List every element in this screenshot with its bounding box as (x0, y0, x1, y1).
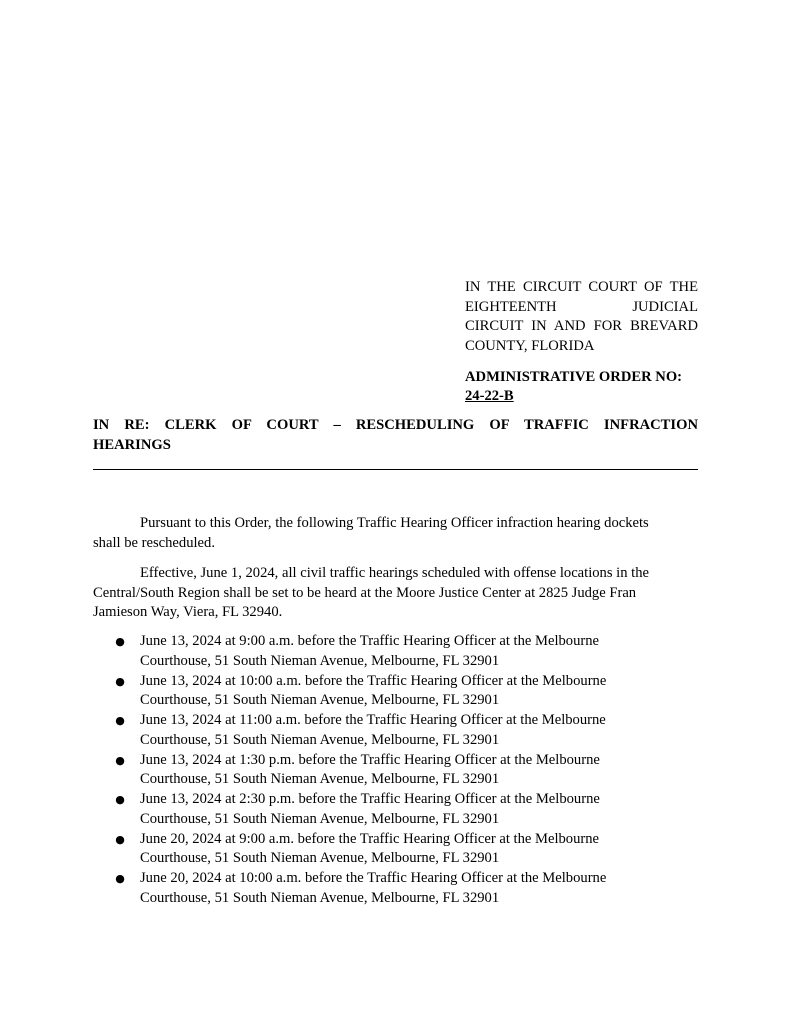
bullet-icon: ● (115, 635, 125, 648)
list-item (93, 711, 698, 751)
hearing-list (93, 632, 698, 909)
bullet-icon: ● (115, 872, 125, 885)
court-caption-line: IN THE CIRCUIT COURT OF THE (465, 279, 698, 295)
body-paragraph-pursuant (93, 514, 698, 553)
list-item (93, 672, 698, 712)
hearing-date-line: June 13, 2024 at 10:00 a.m. before the Traffic Hearing Officer at the Melbourne (140, 672, 607, 689)
paragraph-text: Effective, June 1, 2024, all civil traffic hearings scheduled with offense locations in the (140, 565, 650, 581)
hearing-date-line: June 20, 2024 at 9:00 a.m. before the Traffic Hearing Officer at the Melbourne (140, 830, 600, 847)
in-re-heading (93, 416, 698, 455)
list-item (93, 869, 698, 909)
list-item (93, 790, 698, 830)
paragraph-text: Pursuant to this Order, the following Traffic Hearing Officer infraction hearing dockets (140, 515, 649, 531)
hearing-date-line: June 13, 2024 at 1:30 p.m. before the Traffic Hearing Officer at the Melbourne (140, 751, 600, 768)
hearing-date-line: June 20, 2024 at 10:00 a.m. before the Traffic Hearing Officer at the Melbourne (140, 870, 607, 886)
court-caption-line: EIGHTEENTH JUDICIAL (465, 298, 698, 315)
paragraph-text: shall be rescheduled. (93, 534, 215, 551)
hearing-address-line: Courthouse, 51 South Nieman Avenue, Melbourne, FL 32901 (140, 810, 500, 827)
court-caption-line: COUNTY, FLORIDA (465, 337, 595, 354)
separator-rule (93, 469, 698, 470)
hearing-address-line: Courthouse, 51 South Nieman Avenue, Melbourne, FL 32901 (140, 850, 500, 866)
hearing-address-line: Courthouse, 51 South Nieman Avenue, Melbourne, FL 32901 (140, 652, 500, 669)
hearing-date-line: June 13, 2024 at 11:00 a.m. before the Traffic Hearing Officer at the Melbourne (140, 712, 606, 728)
court-caption-line: CIRCUIT IN AND FOR BREVARD (465, 318, 698, 334)
hearing-address-line: Courthouse, 51 South Nieman Avenue, Melbourne, FL 32901 (140, 692, 500, 708)
hearing-address-line: Courthouse, 51 South Nieman Avenue, Melbourne, FL 32901 (140, 889, 500, 906)
in-re-heading-line: HEARINGS (93, 436, 171, 453)
bullet-icon: ● (115, 832, 125, 846)
administrative-order-number: 24-22-B (465, 388, 514, 404)
bullet-icon: ● (115, 753, 125, 767)
list-item (93, 830, 698, 870)
hearing-date-line: June 13, 2024 at 9:00 a.m. before the Traffic Hearing Officer at the Melbourne (140, 633, 600, 649)
bullet-icon: ● (115, 714, 125, 727)
body-paragraph-effective (93, 564, 698, 623)
paragraph-text: Jamieson Way, Viera, FL 32940. (93, 604, 283, 620)
paragraph-text: Central/South Region shall be set to be heard at the Moore Justice Center at 2825 Judge Fran (93, 584, 637, 601)
hearing-address-line: Courthouse, 51 South Nieman Avenue, Melbourne, FL 32901 (140, 731, 500, 748)
bullet-icon: ● (115, 674, 125, 688)
list-item (93, 632, 698, 672)
list-item (93, 751, 698, 791)
in-re-heading-line: IN RE: CLERK OF COURT – RESCHEDULING OF TRAFFIC INFRACTION (93, 417, 698, 433)
administrative-order-label: ADMINISTRATIVE ORDER NO: (465, 369, 683, 385)
bullet-icon: ● (115, 793, 125, 806)
hearing-date-line: June 13, 2024 at 2:30 p.m. before the Traffic Hearing Officer at the Melbourne (140, 791, 600, 807)
hearing-address-line: Courthouse, 51 South Nieman Avenue, Melbourne, FL 32901 (140, 771, 500, 787)
court-caption (465, 278, 698, 356)
